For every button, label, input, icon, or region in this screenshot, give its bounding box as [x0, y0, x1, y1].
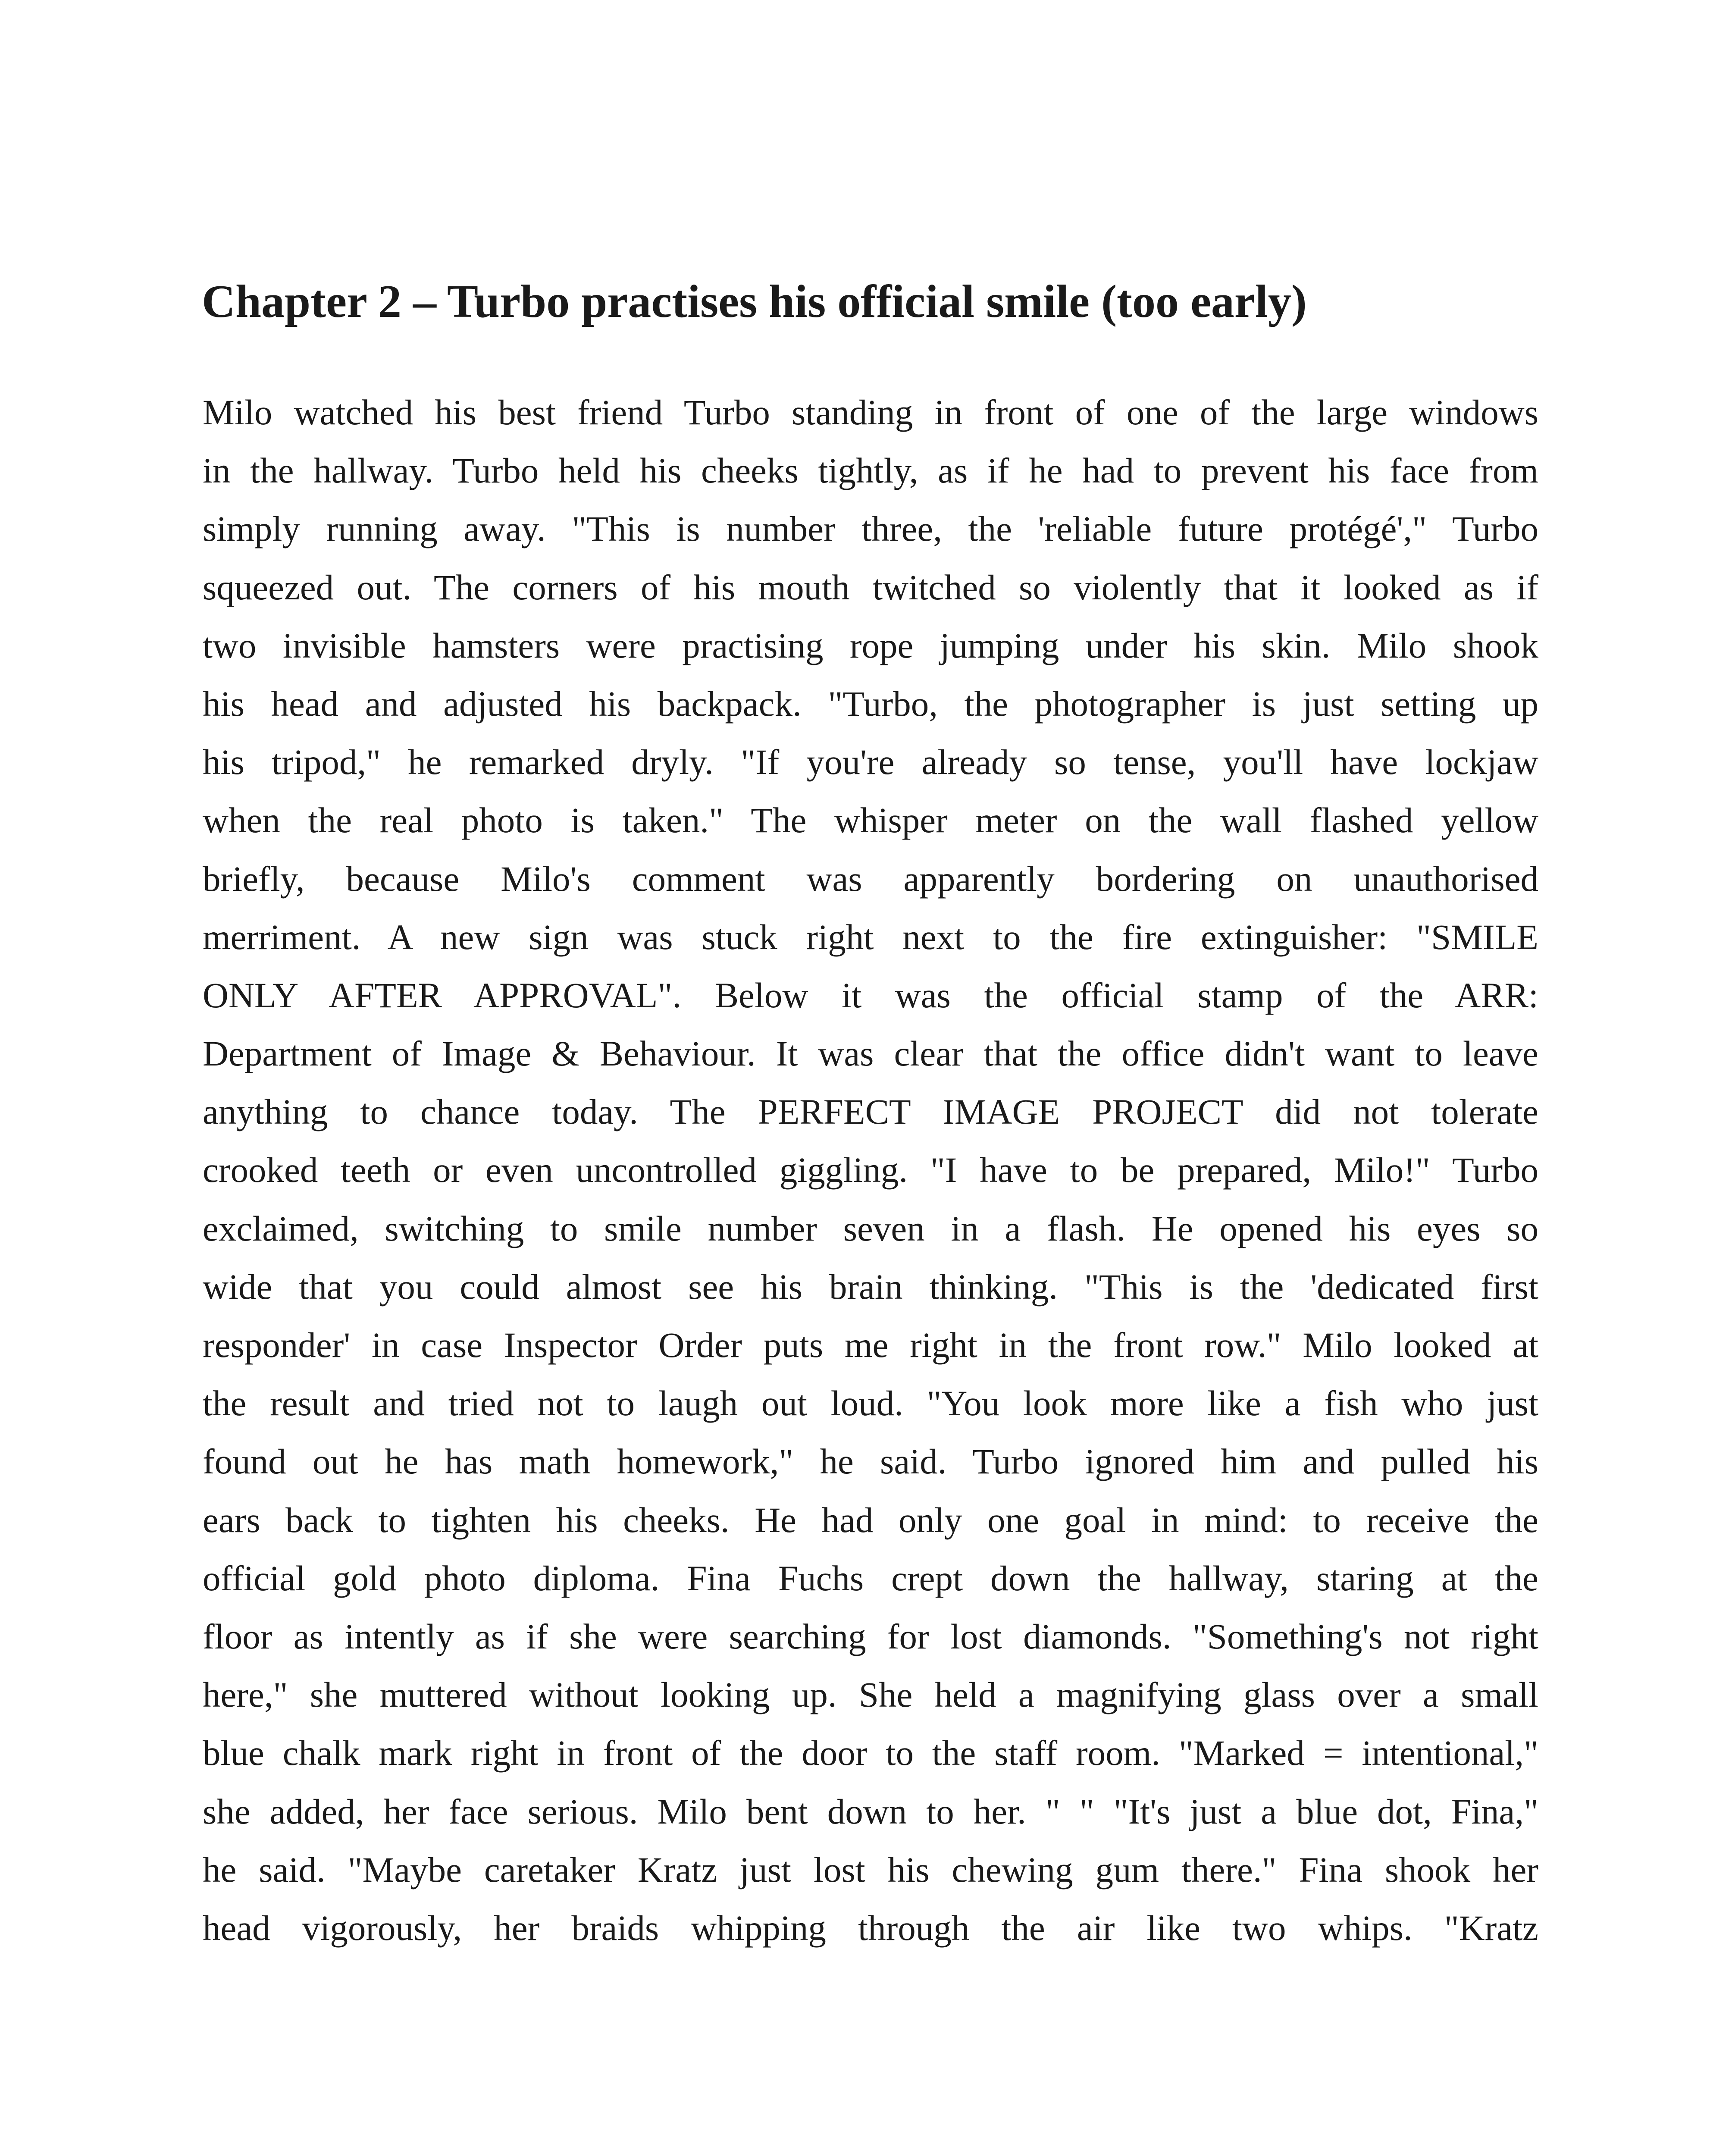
body-line: blue chalk mark right in front of the door to the staff room. "Marked = intentional,": [203, 1733, 1538, 1773]
body-line: his head and adjusted his backpack. "Turbo, the photographer is just setting up: [203, 683, 1538, 724]
body-line: Milo watched his best friend Turbo standing in front of one of the large windows: [203, 392, 1538, 432]
chapter-title: Chapter 2 – Turbo practises his official smile (too early): [202, 276, 1307, 327]
chapter-body: [203, 383, 1538, 1957]
body-line: wide that you could almost see his brain thinking. "This is the 'dedicated first: [203, 1266, 1538, 1307]
body-line: the result and tried not to laugh out loud. "You look more like a fish who just: [203, 1383, 1538, 1423]
body-line: she added, her face serious. Milo bent down to her. " " "It's just a blue dot, Fina,": [203, 1791, 1538, 1831]
body-line: official gold photo diploma. Fina Fuchs crept down the hallway, staring at the: [203, 1558, 1538, 1598]
body-line: in the hallway. Turbo held his cheeks tightly, as if he had to prevent his face from: [203, 451, 1538, 491]
body-line: two invisible hamsters were practising rope jumping under his skin. Milo shook: [203, 625, 1538, 665]
body-line: briefly, because Milo's comment was apparently bordering on unauthorised: [203, 859, 1538, 899]
body-line: found out he has math homework," he said. Turbo ignored him and pulled his: [203, 1442, 1538, 1482]
body-line: his tripod," he remarked dryly. "If you're already so tense, you'll have lockjaw: [203, 742, 1538, 782]
body-line: crooked teeth or even uncontrolled giggling. "I have to be prepared, Milo!" Turbo: [203, 1150, 1538, 1190]
body-line: head vigorously, her braids whipping through the air like two whips. "Kratz: [203, 1908, 1538, 1948]
body-line: he said. "Maybe caretaker Kratz just lost his chewing gum there." Fina shook her: [203, 1849, 1538, 1890]
body-line: ears back to tighten his cheeks. He had only one goal in mind: to receive the: [203, 1500, 1538, 1540]
body-line: here," she muttered without looking up. She held a magnifying glass over a small: [203, 1675, 1538, 1715]
body-line: ONLY AFTER APPROVAL". Below it was the official stamp of the ARR:: [203, 975, 1538, 1015]
body-line: squeezed out. The corners of his mouth twitched so violently that it looked as if: [203, 567, 1538, 607]
body-line: responder' in case Inspector Order puts me right in the front row." Milo looked at: [203, 1325, 1538, 1365]
body-line: anything to chance today. The PERFECT IMAGE PROJECT did not tolerate: [203, 1092, 1538, 1132]
body-line: Department of Image & Behaviour. It was clear that the office didn't want to leave: [203, 1034, 1538, 1074]
body-line: exclaimed, switching to smile number seven in a flash. He opened his eyes so: [203, 1208, 1538, 1248]
body-line: when the real photo is taken." The whisper meter on the wall flashed yellow: [203, 800, 1538, 840]
body-line: floor as intently as if she were searching for lost diamonds. "Something's not right: [203, 1616, 1538, 1656]
body-line: merriment. A new sign was stuck right next to the fire extinguisher: "SMILE: [203, 917, 1538, 957]
body-line: simply running away. "This is number three, the 'reliable future protégé'," Turbo: [203, 509, 1538, 549]
